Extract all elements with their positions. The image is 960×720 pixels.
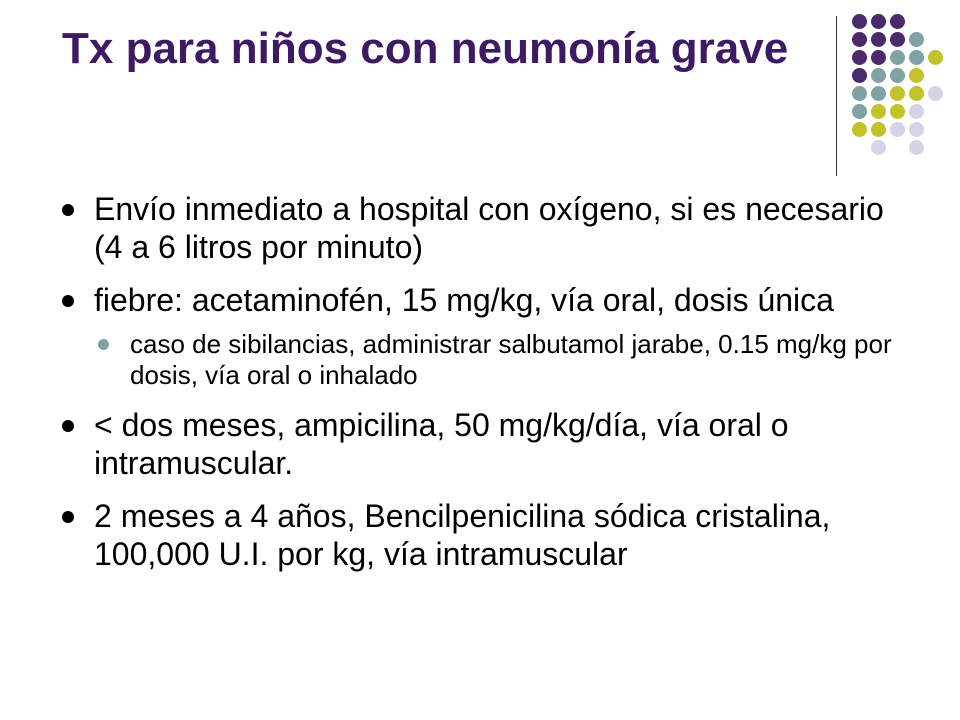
decor-dot: [909, 122, 924, 137]
slide-title: Tx para niños con neumonía grave: [62, 24, 789, 73]
bullet-item: [62, 497, 912, 573]
decor-dot: [852, 68, 867, 83]
decor-dot: [928, 86, 943, 101]
bullet-dot-icon: [62, 420, 74, 432]
decor-dot: [890, 50, 905, 65]
decor-dot: [909, 32, 924, 47]
decor-dot: [871, 68, 886, 83]
decor-dot: [871, 32, 886, 47]
decor-dot: [852, 86, 867, 101]
bullet-dot-icon: [62, 204, 74, 216]
decor-dot: [890, 122, 905, 137]
sub-bullet-item: [94, 329, 912, 391]
decor-dot: [852, 14, 867, 29]
bullet-item: [62, 406, 912, 482]
bullet-text: Envío inmediato a hospital con oxígeno, si es necesario (4 a 6 litros por minuto): [94, 191, 884, 265]
decor-dot: [871, 14, 886, 29]
decor-dot: [871, 104, 886, 119]
bullet-item: [62, 190, 912, 266]
sub-bullet-dot-icon: [98, 339, 109, 350]
bullet-dot-icon: [62, 511, 74, 523]
decor-dot: [871, 86, 886, 101]
decor-dot: [852, 122, 867, 137]
decor-dot: [852, 50, 867, 65]
decor-dot: [871, 50, 886, 65]
decor-dot: [890, 68, 905, 83]
decor-dot: [928, 50, 943, 65]
decor-dot: [871, 122, 886, 137]
bullet-text: < dos meses, ampicilina, 50 mg/kg/día, vía oral o intramuscular.: [94, 407, 789, 481]
decor-dot: [890, 32, 905, 47]
decor-dot: [909, 50, 924, 65]
decor-dot: [890, 104, 905, 119]
sub-bullet-list: [94, 329, 912, 391]
title-divider: [836, 16, 837, 176]
sub-bullet-text: caso de sibilancias, administrar salbutamol jarabe, 0.15 mg/kg por dosis, vía oral o inhalado: [130, 329, 892, 390]
bullet-text: 2 meses a 4 años, Bencilpenicilina sódica cristalina, 100,000 U.I. por kg, vía intramuscular: [94, 498, 831, 572]
decor-dot: [852, 104, 867, 119]
decor-dot: [890, 86, 905, 101]
bullet-list: [62, 190, 912, 588]
decor-dot: [909, 86, 924, 101]
bullet-item: [62, 281, 912, 391]
decor-dot: [909, 104, 924, 119]
bullet-dot-icon: [62, 295, 74, 307]
decor-dot: [871, 140, 886, 155]
decor-dot: [852, 32, 867, 47]
bullet-text: fiebre: acetaminofén, 15 mg/kg, vía oral, dosis única: [94, 282, 834, 318]
decor-dot: [890, 14, 905, 29]
decor-dot: [909, 140, 924, 155]
decor-dot: [909, 68, 924, 83]
